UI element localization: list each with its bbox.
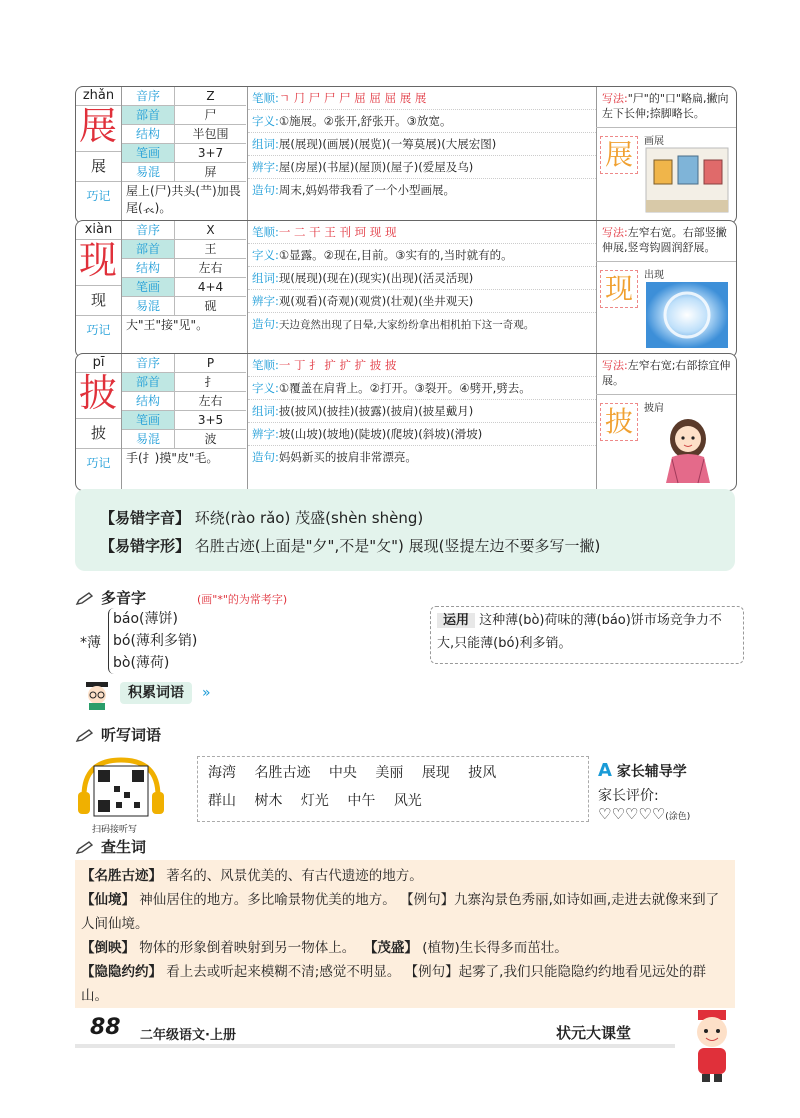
sentence: 周末,妈妈带我看了一个小型画展。 xyxy=(278,183,456,197)
word: 中午 xyxy=(347,793,376,809)
distinguish: 坡(山坡)(坡地)(陡坡)(爬坡)(斜坡)(滑坡) xyxy=(278,427,483,441)
reading: báo(薄饼) xyxy=(113,611,178,627)
polyphone-readings xyxy=(108,608,197,674)
word: 中央 xyxy=(328,765,357,781)
sentence: 天边竟然出现了日晕,大家纷纷拿出相机拍下这一奇观。 xyxy=(278,319,535,331)
char-card-pi xyxy=(75,353,737,491)
sun-halo-icon xyxy=(644,280,730,350)
meaning: ①施展。②张开,舒张开。③放宽。 xyxy=(278,114,452,128)
attr-value: 屏 xyxy=(204,165,217,179)
char-card-xian xyxy=(75,220,737,358)
glossary-entry: 【隐隐约约】 看上去或听起来模糊不清;感觉不明显。 【例句】起雾了,我们只能隐隐约约地看见远处的群山。 xyxy=(81,964,706,1004)
attr-key: 易混 xyxy=(122,430,175,448)
polyphone-heading: 多音字 xyxy=(75,587,146,608)
parent-eval: 家长评价: xyxy=(598,788,659,804)
distinguish: 观(观看)(奇观)(观赏)(壮观)(坐井观天) xyxy=(278,294,474,308)
big-character: 展 xyxy=(78,104,117,148)
writing-tip: 左窄右宽;右部捺宜伸展。 xyxy=(602,359,731,387)
big-character: 披 xyxy=(78,371,117,415)
writing-tip: "尸"的"口"略扁,撇向左下长伸;捺脚略长。 xyxy=(602,92,729,120)
word-group: 现(展现)(现在)(现实)(出现)(活灵活现) xyxy=(278,271,474,285)
attr-value: 扌 xyxy=(204,375,217,389)
reading: bó(薄利多销) xyxy=(113,633,198,649)
small-character: 现 xyxy=(90,291,106,309)
attribute-table xyxy=(122,221,246,316)
attr-key: 音序 xyxy=(122,87,175,105)
error-shape-label: 【易错字形】 xyxy=(100,537,191,555)
error-sound-label: 【易错字音】 xyxy=(100,509,191,527)
practice-character: 现 xyxy=(600,270,638,308)
attr-key: 部首 xyxy=(122,373,175,391)
attribute-table xyxy=(122,87,246,182)
attr-key: 易混 xyxy=(122,297,175,315)
word: 美丽 xyxy=(375,765,404,781)
lookup-heading: 查生词 xyxy=(75,836,146,857)
tips-label: 巧记 xyxy=(86,456,111,470)
attr-key: 笔画 xyxy=(122,411,175,429)
meaning: ①覆盖在肩背上。②打开。③裂开。④劈开,劈去。 xyxy=(278,381,531,395)
tips-label: 巧记 xyxy=(86,189,111,203)
attr-key: 易混 xyxy=(122,163,175,181)
attr-key: 结构 xyxy=(122,259,175,277)
attr-key: 部首 xyxy=(122,106,175,124)
word: 展现 xyxy=(421,765,450,781)
small-character: 展 xyxy=(90,157,106,175)
stroke-order: ㄱ ⺆ 尸 尸 尸 屈 屈 屈 展 展 xyxy=(278,91,427,105)
error-shape-text: 名胜古迹(上面是"夕",不是"攵") 展现(竖提左边不要多写一撇) xyxy=(194,537,601,555)
attribute-table xyxy=(122,354,246,449)
char-column xyxy=(76,354,122,490)
glossary-entry: 【倒映】 物体的形象倒着映射到另一物体上。 【茂盛】 (植物)生长得多而茁壮。 xyxy=(81,940,568,956)
gallery-picture-icon xyxy=(644,146,730,216)
attr-value: P xyxy=(206,356,215,370)
accumulate-banner xyxy=(80,680,220,706)
girl-with-shawl-icon xyxy=(656,413,720,485)
double-arrow-icon: » xyxy=(202,685,211,701)
hearts-note: (涂色) xyxy=(665,812,691,822)
writing-tip: 左窄右宽。右部竖撇伸展,竖弯钩圆润舒展。 xyxy=(602,226,727,254)
pencil-icon xyxy=(75,841,95,855)
attr-value: 波 xyxy=(204,432,217,446)
page-number: 88 xyxy=(90,1015,121,1040)
stroke-order: 一 二 干 王 刊 珂 现 现 xyxy=(278,225,397,239)
writing-panel: 写法:左窄右宽。右部竖撇伸展,竖弯钩圆润舒展。 现 出现 xyxy=(596,221,736,357)
char-details: 笔顺:一 二 干 王 刊 珂 现 现 字义:①显露。②现在,目前。③实有的,当时就有的。 组词:现(展现)(现在)(现实)(出现)(活灵活现) 辨字:观(观看)(奇观)(观赏)(壮观)(坐井观天) 造句:天边竟然出现了日晕,大家纷纷拿出相机拍下这一奇观。 xyxy=(247,221,597,357)
word: 群山 xyxy=(208,793,236,809)
attr-key: 音序 xyxy=(122,354,175,372)
big-character: 现 xyxy=(78,238,117,282)
glossary-entry: 【名胜古迹】 著名的、风景优美的、有古代遗迹的地方。 xyxy=(81,868,423,884)
glossary-entry: 【仙境】 神仙居住的地方。多比喻景物优美的地方。 【例句】九寨沟景色秀丽,如诗如画,走进去就像来到了人间仙境。 xyxy=(81,892,720,932)
word-group: 披(披风)(披挂)(披露)(披肩)(披星戴月) xyxy=(278,404,474,418)
pencil-icon xyxy=(75,592,95,606)
tips-text: 手(扌)摸"皮"毛。 xyxy=(126,451,219,465)
a-logo-icon: A xyxy=(598,760,612,781)
book-title: 二年级语文·上册 xyxy=(140,1028,236,1043)
common-errors-box xyxy=(75,489,735,571)
tips-text: 屋上(尸)共头(龷)加畏尾(𧘇)。 xyxy=(126,184,241,215)
error-sound-text: 环绕(rào rǎo) 茂盛(shèn shèng) xyxy=(194,509,424,527)
practice-character: 展 xyxy=(600,136,638,174)
attr-key: 结构 xyxy=(122,392,175,410)
qr-headphones-icon[interactable] xyxy=(76,756,166,822)
pinyin: zhǎn xyxy=(82,88,115,103)
small-character: 披 xyxy=(90,424,106,442)
attr-value: 砚 xyxy=(204,299,217,313)
word: 名胜古迹 xyxy=(254,765,311,781)
word: 海湾 xyxy=(208,765,236,781)
illustration-label: 画展 xyxy=(644,136,664,147)
usage-box xyxy=(430,606,744,664)
reading: bò(薄荷) xyxy=(113,655,170,671)
attr-value: 左右 xyxy=(198,394,223,408)
char-details: 笔顺:一 丁 扌 扩 扩 扩 披 披 字义:①覆盖在肩背上。②打开。③裂开。④劈开,劈去。 组词:披(披风)(披挂)(披露)(披肩)(披星戴月) 辨字:坡(山坡)(坡地)(陡坡)(爬坡)(斜坡)(滑坡) 造句:妈妈新买的披肩非常漂亮。 xyxy=(247,354,597,490)
attr-key: 结构 xyxy=(122,125,175,143)
attr-value: 左右 xyxy=(198,261,223,275)
attr-key: 音序 xyxy=(122,221,175,239)
mascot-icon xyxy=(680,1006,744,1086)
attr-value: Z xyxy=(206,89,215,103)
attr-value: 4+4 xyxy=(197,280,224,294)
illustration xyxy=(596,127,736,224)
tips-label: 巧记 xyxy=(86,323,111,337)
pencil-icon xyxy=(75,729,95,743)
char-card-zhan xyxy=(75,86,737,224)
illustration-label: 出现 xyxy=(644,270,664,281)
accumulate-title: 积累词语 xyxy=(120,682,192,704)
attr-value: 王 xyxy=(204,242,217,256)
attr-key: 部首 xyxy=(122,240,175,258)
qr-label: 扫码接听写 xyxy=(92,825,138,835)
word: 风光 xyxy=(393,793,422,809)
practice-character: 披 xyxy=(600,403,638,441)
writing-panel: 写法:左窄右宽;右部捺宜伸展。 披 披肩 xyxy=(596,354,736,490)
glossary xyxy=(75,860,735,1008)
parent-guide: A 家长辅导学 家长评价: ♡♡♡♡♡(涂色) xyxy=(598,760,738,823)
polyphone-char: *薄 xyxy=(80,635,101,651)
char-details: 笔顺:ㄱ ⺆ 尸 尸 尸 屈 屈 屈 展 展 字义:①施展。②张开,舒张开。③放宽。 组词:展(展现)(画展)(展览)(一筹莫展)(大展宏图) 辨字:屋(房屋)(书屋)(屋顶)(屋子)(爱屋及乌) 造句:周末,妈妈带我看了一个小型画展。 xyxy=(247,87,597,223)
usage-text: 这种薄(bò)荷味的薄(báo)饼市场竞争力不大,只能薄(bó)利多销。 xyxy=(437,613,722,651)
char-column xyxy=(76,87,122,223)
usage-tag: 运用 xyxy=(437,613,475,628)
writing-panel: 写法:"尸"的"口"略扁,撇向左下长伸;捺脚略长。 展 画展 xyxy=(596,87,736,223)
pinyin: xiàn xyxy=(84,222,113,237)
pinyin: pī xyxy=(92,355,105,370)
meaning: ①显露。②现在,目前。③实有的,当时就有的。 xyxy=(278,248,513,262)
polyphone-note: (画"*"的为常考字) xyxy=(197,593,288,606)
word: 灯光 xyxy=(300,793,329,809)
attr-value: X xyxy=(206,223,215,237)
attr-value: 3+7 xyxy=(197,146,224,160)
sentence: 妈妈新买的披肩非常漂亮。 xyxy=(278,450,417,464)
heart-rating[interactable]: ♡♡♡♡♡ xyxy=(598,805,666,823)
attr-key: 笔画 xyxy=(122,144,175,162)
dictation-heading: 听写词语 xyxy=(75,724,161,745)
word-group: 展(展现)(画展)(展览)(一筹莫展)(大展宏图) xyxy=(278,137,497,151)
distinguish: 屋(房屋)(书屋)(屋顶)(屋子)(爱屋及乌) xyxy=(278,160,474,174)
brand-name: 状元大课堂 xyxy=(556,1024,632,1042)
attr-value: 3+5 xyxy=(197,413,224,427)
attr-value: 尸 xyxy=(204,108,217,122)
stroke-order: 一 丁 扌 扩 扩 扩 披 披 xyxy=(278,358,397,372)
word: 披风 xyxy=(468,765,497,781)
illustration xyxy=(596,394,736,491)
illustration xyxy=(596,261,736,358)
word: 树木 xyxy=(254,793,283,809)
char-column xyxy=(76,221,122,357)
footer-bar xyxy=(75,1044,675,1048)
attr-key: 笔画 xyxy=(122,278,175,296)
tips-text: 大"王"接"见"。 xyxy=(126,318,209,332)
illustration-label: 披肩 xyxy=(644,403,664,414)
attr-value: 半包围 xyxy=(192,127,229,141)
student-mascot-icon xyxy=(80,680,114,710)
dictation-words xyxy=(197,756,589,822)
